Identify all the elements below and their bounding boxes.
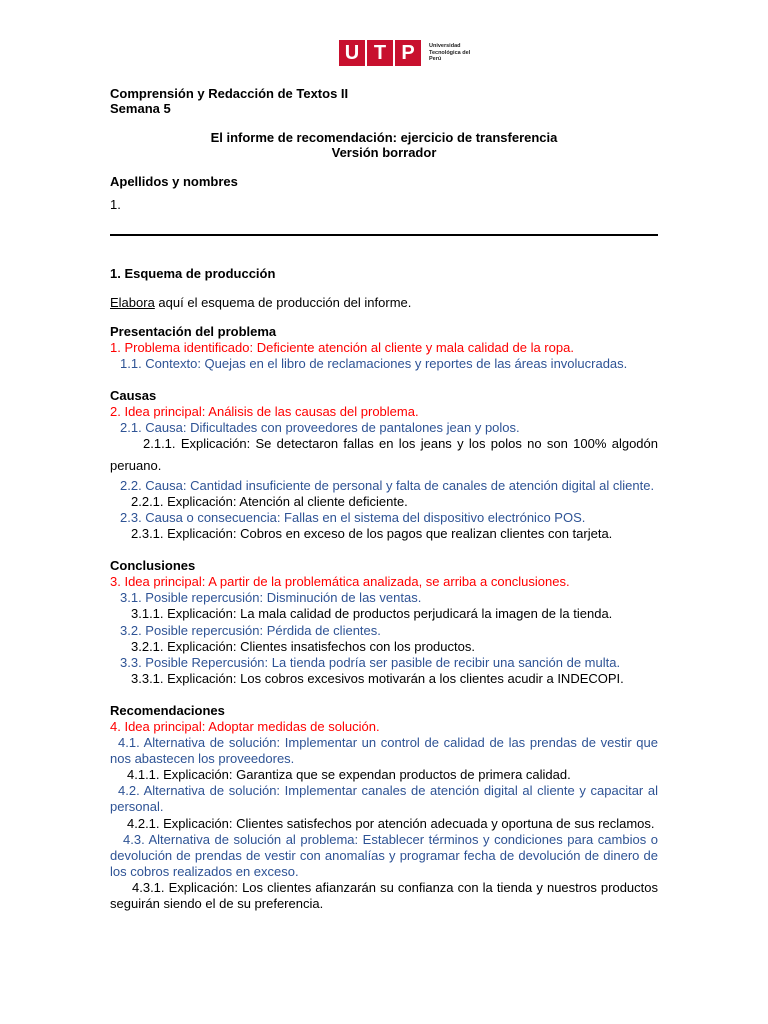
conclusiones-idea: 3. Idea principal: A partir de la problemática analizada, se arriba a conclusiones. bbox=[110, 574, 570, 589]
divider bbox=[110, 234, 658, 236]
presentacion-heading: Presentación del problema bbox=[110, 324, 277, 339]
instruction-verb: Elabora bbox=[110, 295, 155, 310]
causa-2-explicacion: 2.2.1. Explicación: Atención al cliente deficiente. bbox=[131, 494, 408, 509]
presentacion-contexto: 1.1. Contexto: Quejas en el libro de reclamaciones y reportes de las áreas involucradas. bbox=[120, 356, 628, 371]
recomendaciones-idea: 4. Idea principal: Adoptar medidas de solución. bbox=[110, 719, 380, 734]
week-label: Semana 5 bbox=[110, 101, 171, 116]
alternativa-2-a: 4.2. Alternativa de solución: Implementar canales de atención digital al cliente y capacitar al bbox=[118, 783, 658, 798]
repercusion-2: 3.2. Posible repercusión: Pérdida de clientes. bbox=[120, 623, 381, 638]
presentacion-idea: 1. Problema identificado: Deficiente atención al cliente y mala calidad de la ropa. bbox=[110, 340, 574, 355]
instruction-rest: aquí el esquema de producción del informe. bbox=[154, 295, 412, 310]
repercusion-2-explicacion: 3.2.1. Explicación: Clientes insatisfechos con los productos. bbox=[131, 639, 475, 654]
logo-letter-p: P bbox=[395, 40, 421, 66]
repercusion-3-explicacion: 3.3.1. Explicación: Los cobros excesivos motivarán a los clientes acudir a INDECOPI. bbox=[131, 671, 624, 686]
causa-2: 2.2. Causa: Cantidad insuficiente de personal y falta de canales de atención digital al cliente. bbox=[120, 478, 655, 493]
conclusiones-heading: Conclusiones bbox=[110, 558, 196, 573]
causa-1-explicacion-a: 2.1.1. Explicación: Se detectaron fallas en los jeans y los polos no son 100% algodón bbox=[143, 436, 658, 451]
causa-3: 2.3. Causa o consecuencia: Fallas en el sistema del dispositivo electrónico POS. bbox=[120, 510, 586, 525]
causa-1-explicacion-b: peruano. bbox=[110, 458, 162, 473]
repercusion-1-explicacion: 3.1.1. Explicación: La mala calidad de productos perjudicará la imagen de la tienda. bbox=[131, 606, 613, 621]
recomendaciones-heading: Recomendaciones bbox=[110, 703, 225, 718]
logo-letter-t: T bbox=[367, 40, 393, 66]
document-subtitle: Versión borrador bbox=[331, 145, 437, 160]
utp-logo bbox=[339, 40, 473, 66]
names-label: Apellidos y nombres bbox=[110, 174, 238, 189]
alternativa-3-c: los cobros realizados en exceso. bbox=[110, 864, 299, 879]
repercusion-3: 3.3. Posible Repercusión: La tienda podría ser pasible de recibir una sanción de multa. bbox=[120, 655, 621, 670]
causa-1: 2.1. Causa: Dificultades con proveedores de pantalones jean y polos. bbox=[120, 420, 520, 435]
repercusion-1: 3.1. Posible repercusión: Disminución de las ventas. bbox=[120, 590, 422, 605]
alternativa-1-explicacion: 4.1.1. Explicación: Garantiza que se expendan productos de primera calidad. bbox=[127, 767, 571, 782]
alternativa-3-b: devolución de prendas de vestir con anomalías y programar fecha de devolución de dinero de bbox=[110, 848, 658, 863]
names-item: 1. bbox=[110, 197, 121, 212]
section-heading: 1. Esquema de producción bbox=[110, 266, 276, 281]
logo-letter-u: U bbox=[339, 40, 365, 66]
alternativa-2-explicacion: 4.2.1. Explicación: Clientes satisfechos por atención adecuada y oportuna de sus reclamos. bbox=[127, 816, 655, 831]
causa-3-explicacion: 2.3.1. Explicación: Cobros en exceso de los pagos que realizan clientes con tarjeta. bbox=[131, 526, 613, 541]
causas-idea: 2. Idea principal: Análisis de las causas del problema. bbox=[110, 404, 419, 419]
alternativa-1-b: nos abastecen los proveedores. bbox=[110, 751, 295, 766]
logo-subtitle: Universidad Tecnológica del Perú bbox=[429, 43, 471, 63]
alternativa-3-a: 4.3. Alternativa de solución al problema: Establecer términos y condiciones para cambios o bbox=[123, 832, 658, 847]
causas-heading: Causas bbox=[110, 388, 157, 403]
instruction bbox=[110, 295, 658, 311]
alternativa-3-explicacion-b: seguirán siendo el de su preferencia. bbox=[110, 896, 324, 911]
alternativa-1-a: 4.1. Alternativa de solución: Implementar un control de calidad de las prendas de vestir que bbox=[118, 735, 658, 750]
alternativa-3-explicacion-a: 4.3.1. Explicación: Los clientes afianzarán su confianza con la tienda y nuestros productos bbox=[132, 880, 658, 895]
document-title: El informe de recomendación: ejercicio de transferencia bbox=[210, 130, 558, 145]
alternativa-2-b: personal. bbox=[110, 799, 164, 814]
course-title: Comprensión y Redacción de Textos II bbox=[110, 86, 349, 101]
